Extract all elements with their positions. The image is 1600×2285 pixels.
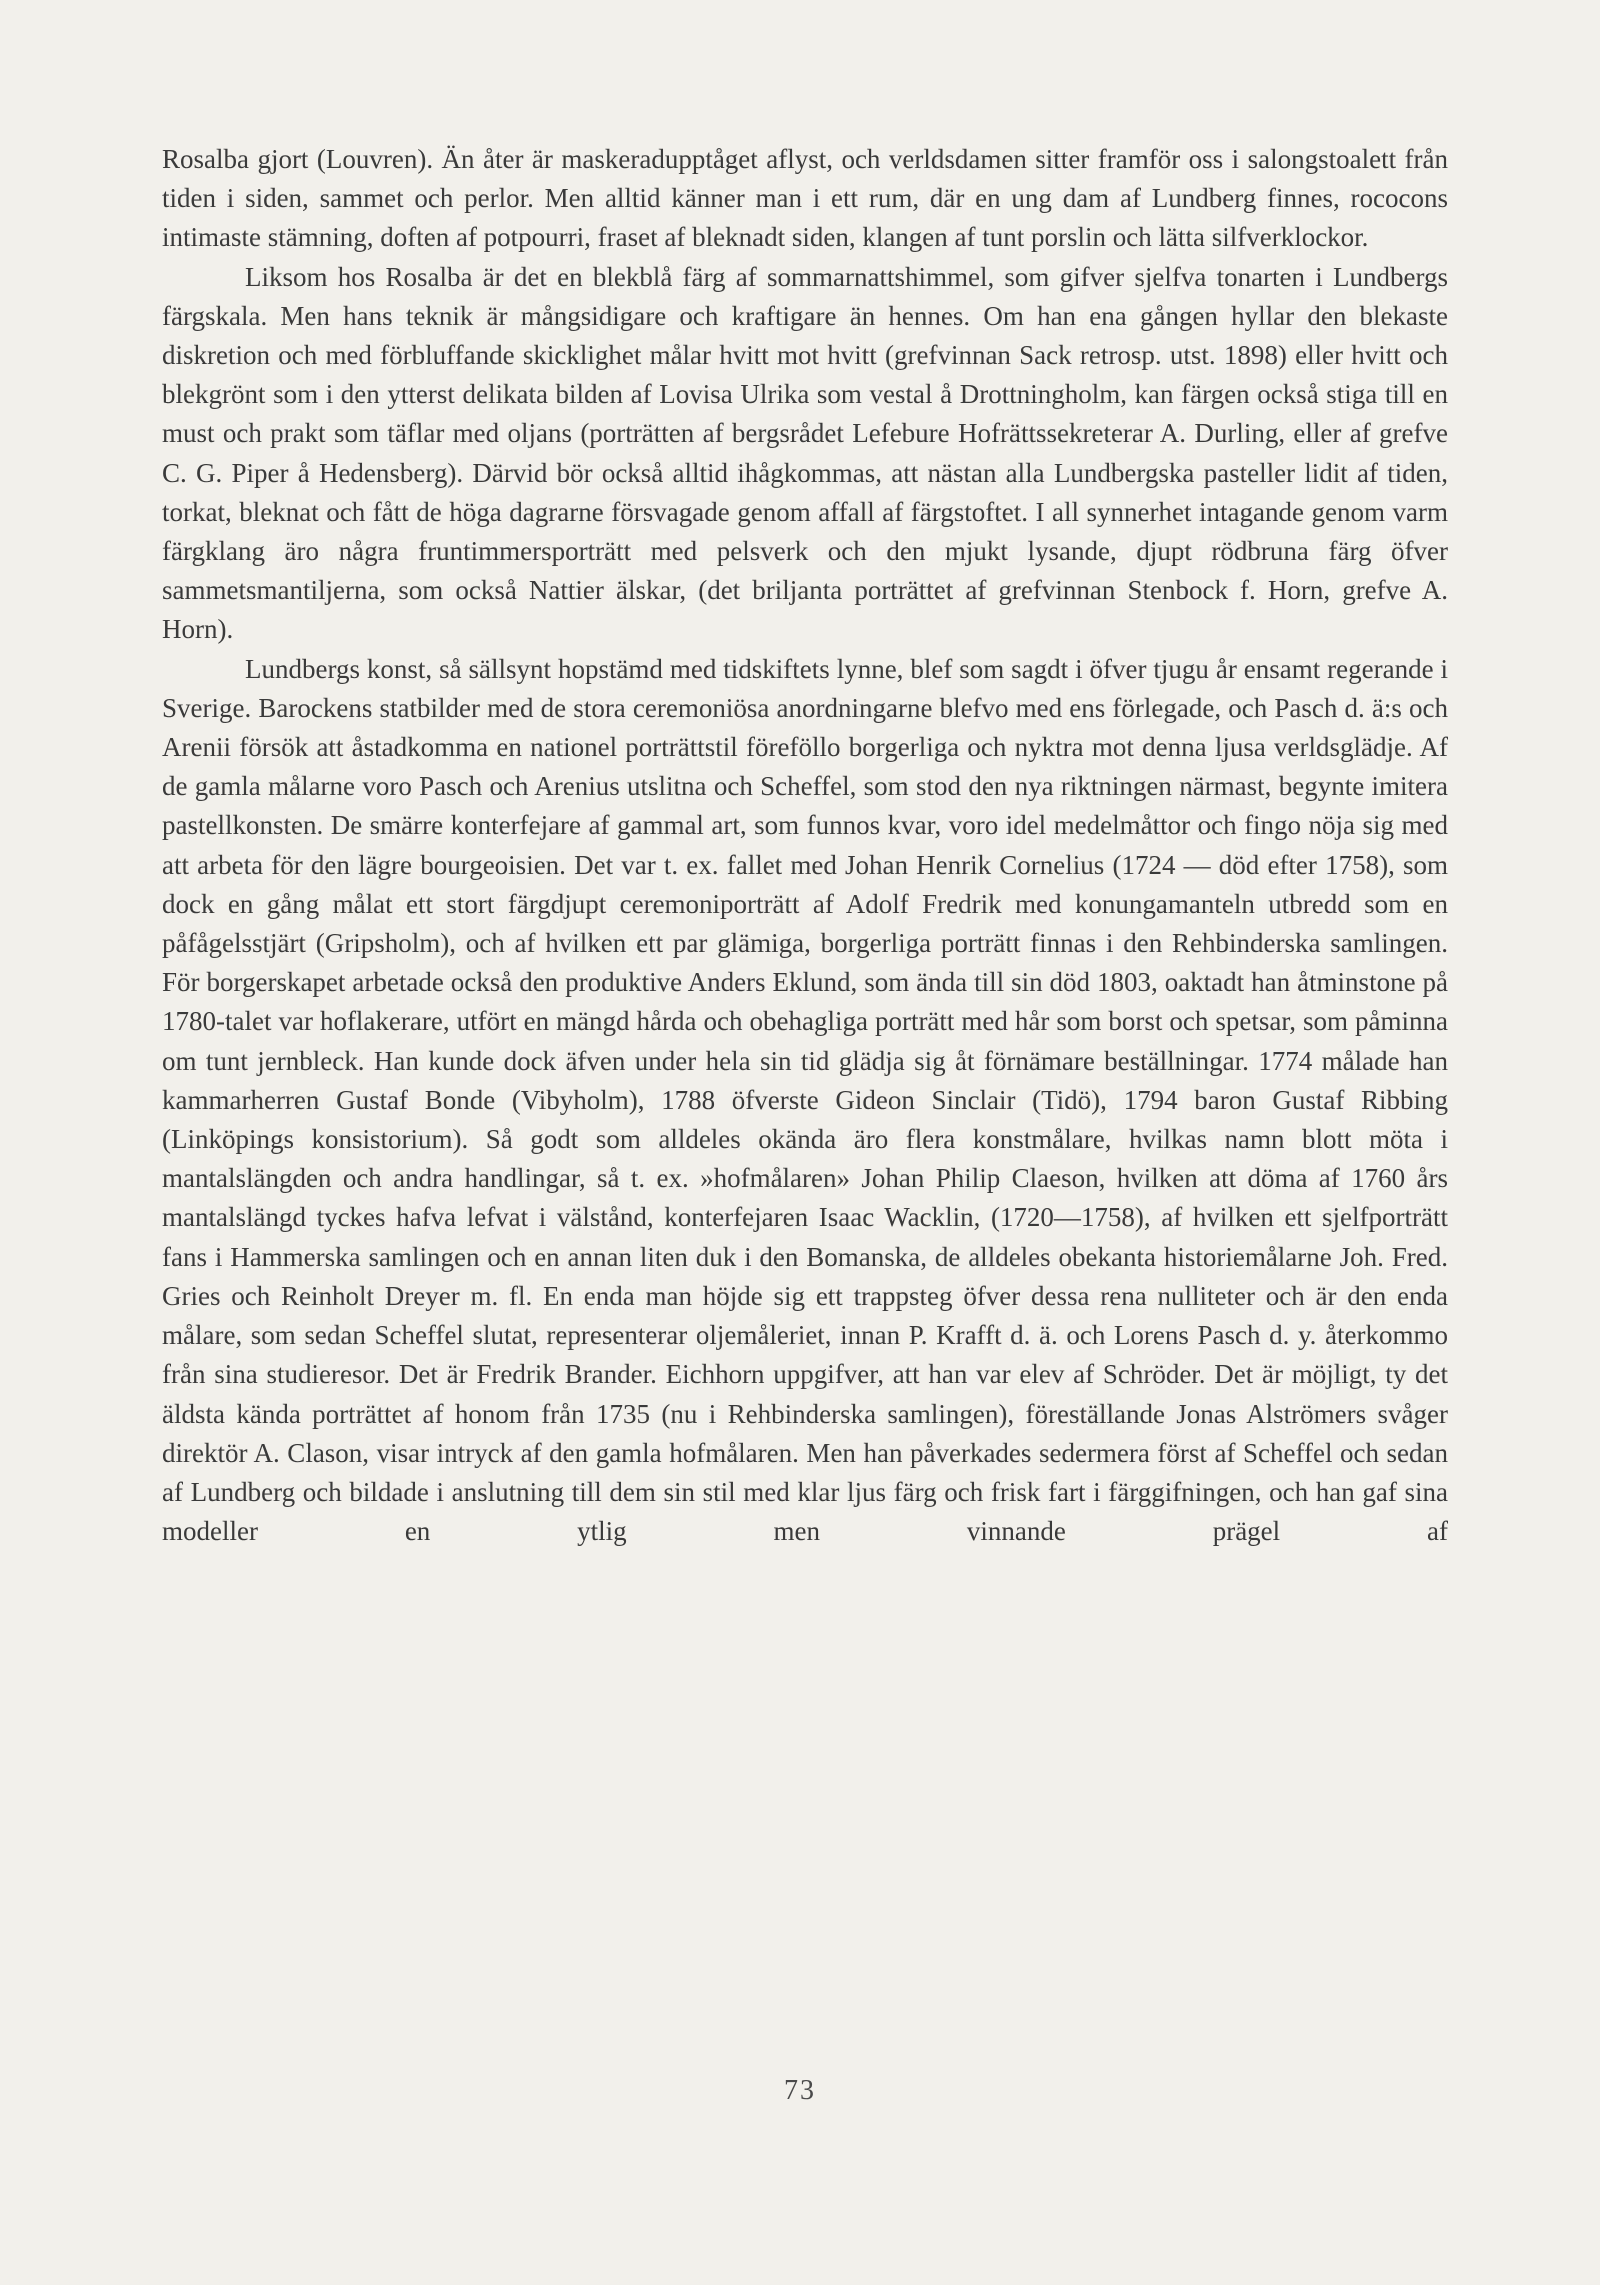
page-number: 73 — [784, 2075, 816, 2106]
paragraph-3: Lundbergs konst, så sällsynt hopstämd med tidskiftets lynne, blef som sagdt i öfver tjugu år ensamt regerande i Sverige. Barockens statbilder med de stora ceremoniösa anordningarne blefvo med ens förlegade, och Pasch d. ä:s och Arenii försök att åstadkomma en nationel porträttstil föreföllo borgerliga och nyktra mot denna ljusa verldsglädje. Af de gamla målarne voro Pasch och Arenius utslitna och Scheffel, som stod den nya riktningen närmast, begynte imitera pastellkonsten. De smärre konterfejare af gammal art, som funnos kvar, voro idel medelmåttor och fingo nöja sig med att arbeta för den lägre bourgeoisien. Det var t. ex. fallet med Johan Henrik Cornelius (1724 — död efter 1758), som dock en gång målat ett stort färgdjupt ceremoniporträtt af Adolf Fredrik med konungamanteln utbredd som en påfågelsstjärt (Gripsholm), och af hvilken ett par glämiga, borgerliga porträtt finnas i den Rehbinderska samlingen. För borgerskapet arbetade också den produktive Anders Eklund, som ända till sin död 1803, oaktadt han åtminstone på 1780-talet var hoflakerare, utfört en mängd hårda och obehagliga porträtt med hår som borst och spetsar, som påminna om tunt jernbleck. Han kunde dock äfven under hela sin tid glädja sig åt förnämare beställningar. 1774 målade han kammarherren Gustaf Bonde (Vibyholm), 1788 öfverste Gideon Sinclair (Tidö), 1794 baron Gustaf Ribbing (Linköpings konsistorium). Så godt som alldeles okända äro flera konstmålare, hvilkas namn blott möta i mantalslängden och andra handlingar, så t. ex. »hofmålaren» Johan Philip Claeson, hvilken att döma af 1760 års mantalslängd tyckes hafva lefvat i välstånd, konterfejaren Isaac Wacklin, (1720—1758), af hvilken ett sjelfporträtt fans i Hammerska samlingen och en annan liten duk i den Bomanska, de alldeles obekanta historiemålarne Joh. Fred. Gries och Reinholt Dreyer m. fl. En enda man höjde sig ett trappsteg öfver dessa rena nulliteter och är den enda målare, som sedan Scheffel slutat, representerar oljemåleriet, innan P. Krafft d. ä. och Lorens Pasch d. y. återkommo från sina studieresor. Det är Fredrik Brander. Eichhorn uppgifver, att han var elev af Schröder. Det är möjligt, ty det äldsta kända porträttet af honom från 1735 (nu i Rehbinderska samlingen), föreställande Jonas Alströmers svåger direktör A. Clason, visar intryck af den gamla hofmålaren. Men han påverkades sedermera först af Scheffel och sedan af Lundberg och bildade i anslutning till dem sin stil med klar ljus färg och frisk fart i färggifningen, och han gaf sina modeller en ytlig men vinnande prägel af — [162, 653, 1448, 1547]
paragraph-2: Liksom hos Rosalba är det en blekblå färg af sommarnattshimmel, som gifver sjelfva tonarten i Lundbergs färgskala. Men hans teknik är mångsidigare och kraftigare än hennes. Om han ena gången hyllar den blekaste diskretion och med förbluffande skicklighet målar hvitt mot hvitt (grefvinnan Sack retrosp. utst. 1898) eller hvitt och blekgrönt som i den ytterst delikata bilden af Lovisa Ulrika som vestal å Drottningholm, kan färgen också stiga till en must och prakt som täflar med oljans (porträtten af bergsrådet Lefebure Hofrättssekreterar A. Durling, eller af grefve C. G. Piper å Hedensberg). Därvid bör också alltid ihågkommas, att nästan alla Lundbergska pasteller lidit af tiden, torkat, bleknat och fått de höga dagrarne försvagade genom affall af färgstoftet. I all synnerhet intagande genom varm färgklang äro några fruntimmersporträtt med pelsverk och den mjukt lysande, djupt rödbruna färg öfver sammetsmantiljerna, som också Nattier älskar, (det briljanta porträttet af grefvinnan Stenbock f. Horn, grefve A. Horn). — [162, 261, 1448, 645]
body-text — [162, 140, 1448, 1551]
paragraph-1: Rosalba gjort (Louvren). Än åter är maskeradupptåget aflyst, och verldsdamen sitter framför oss i salongstoalett från tiden i siden, sammet och perlor. Men alltid känner man i ett rum, där en ung dam af Lundberg finnes, rococons intimaste stämning, doften af potpourri, fraset af bleknadt siden, klangen af tunt porslin och lätta silfverklockor. — [162, 144, 1448, 253]
